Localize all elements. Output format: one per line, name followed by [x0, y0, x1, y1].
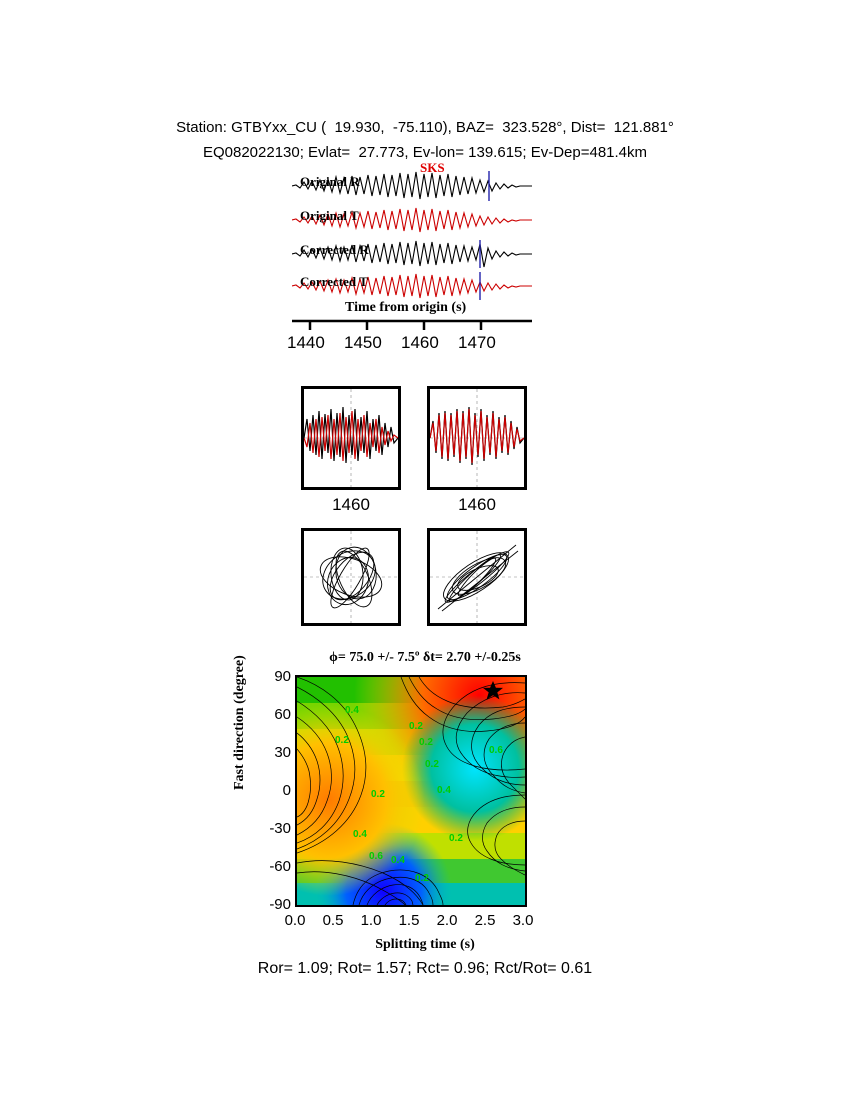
contour-y-axis-label: Fast direction (degree): [232, 655, 247, 790]
time-tick-1460: 1460: [401, 333, 439, 352]
seismogram-panel: [292, 160, 532, 308]
contour-ytick-30: 30: [274, 744, 291, 761]
waveform-left-caption: 1460: [332, 495, 370, 514]
contour-label-11: 0.4: [391, 855, 405, 866]
contour-label-5: 0.6: [489, 745, 503, 756]
waveform-box-corrected: [427, 386, 527, 490]
contour-ytick-0: 0: [282, 782, 291, 799]
figure-header: [0, 115, 850, 165]
particle-motion-box-corrected: [427, 528, 527, 626]
error-surface-svg: [297, 677, 525, 905]
contour-label-6: 0.4: [437, 785, 451, 796]
contour-label-10: 0.6: [369, 851, 383, 862]
contour-label-4: 0.2: [425, 759, 439, 770]
contour-xtick-0.5: 0.5: [322, 912, 344, 929]
label-corrected-r: Corrected R: [300, 242, 369, 257]
label-corrected-t: Corrected T: [300, 274, 368, 289]
time-axis-caption: Time from origin (s): [345, 300, 467, 315]
contour-label-3: 0.2: [419, 737, 433, 748]
waveform-box-uncorrected: [301, 386, 401, 490]
contour-ytick-m60: -60: [269, 858, 291, 875]
quality-metrics-footer: Ror= 1.09; Rot= 1.57; Rct= 0.96; Rct/Rot= 0.61: [257, 960, 593, 977]
header-line-station: Station: GTBYxx_CU ( 19.930, -75.110), BAZ= 323.528°, Dist= 121.881°: [176, 119, 674, 136]
splitting-result-title: ϕ= 75.0 +/- 7.5º δt= 2.70 +/-0.25s: [329, 650, 521, 665]
contour-ytick-m30: -30: [269, 820, 291, 837]
contour-xtick-1.0: 1.0: [360, 912, 382, 929]
contour-xtick-0.0: 0.0: [284, 912, 306, 929]
contour-label-2: 0.2: [409, 721, 423, 732]
time-axis: [292, 318, 540, 332]
contour-label-0: 0.4: [345, 705, 359, 716]
contour-ytick-60: 60: [274, 706, 291, 723]
contour-label-1: 0.2: [335, 735, 349, 746]
contour-xtick-3.0: 3.0: [512, 912, 534, 929]
contour-xtick-2.0: 2.0: [436, 912, 458, 929]
label-original-t: Original T: [300, 208, 359, 223]
contour-ytick-m90: -90: [269, 896, 291, 913]
contour-xtick-2.5: 2.5: [474, 912, 496, 929]
header-line-event: EQ082022130; Evlat= 27.773, Ev-lon= 139.615; Ev-Dep=481.4km: [202, 144, 648, 161]
contour-ytick-90: 90: [274, 668, 291, 685]
label-sks-phase: SKS: [420, 160, 445, 175]
time-tick-1450: 1450: [344, 333, 382, 352]
particle-motion-uncorrected: [304, 531, 398, 623]
time-tick-1440: 1440: [287, 333, 325, 352]
particle-motion-box-uncorrected: [301, 528, 401, 626]
error-surface-plot: [295, 675, 527, 907]
waveform-corrected-traces: [430, 389, 524, 487]
waveform-uncorrected-traces: [304, 389, 398, 487]
contour-xtick-1.5: 1.5: [398, 912, 420, 929]
contour-label-8: 0.2: [449, 833, 463, 844]
contour-label-9: 0.4: [353, 829, 367, 840]
contour-label-12: 0.2: [415, 873, 429, 884]
label-original-r: Original R: [300, 174, 360, 189]
contour-label-7: 0.2: [371, 789, 385, 800]
waveform-right-caption: 1460: [458, 495, 496, 514]
contour-x-axis-label: Splitting time (s): [375, 937, 475, 952]
time-tick-1470: 1470: [458, 333, 496, 352]
particle-motion-corrected: [430, 531, 524, 623]
